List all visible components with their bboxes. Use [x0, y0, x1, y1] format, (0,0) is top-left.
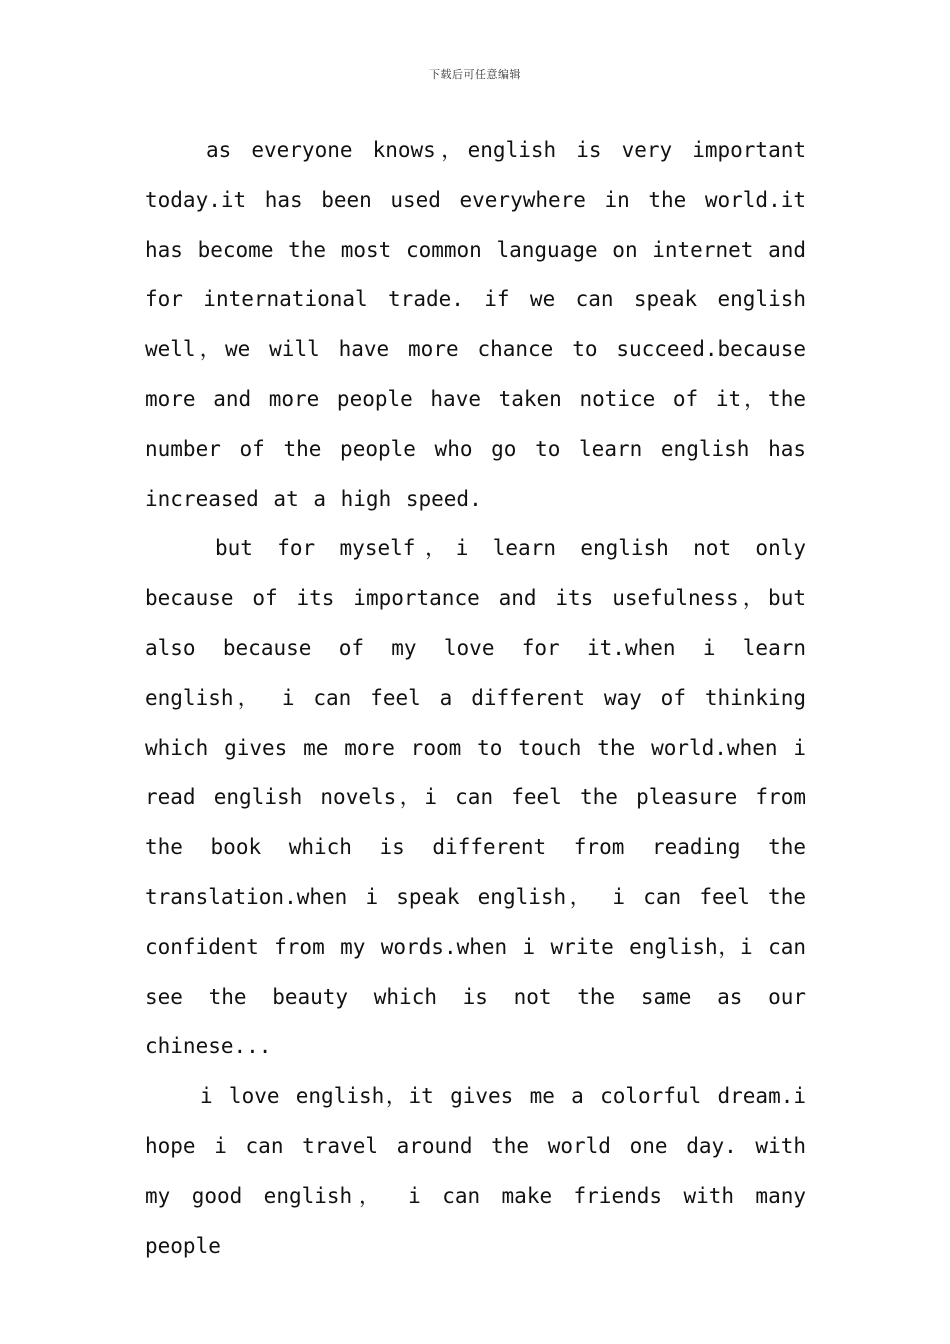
paragraph-3: i love english，it gives me a colorful dream.i hope i can travel around the world one day. with my good english， i can make friends with many people — [145, 1084, 806, 1258]
paragraph-2: but for myself，i learn english not only because of its importance and its usefulness，but also because of my love for it.when i learn english， i can feel a different way of thinking which gives me more room to touch the world.when i read english novels，i can feel the pleasure from the book which is different from reading the translation.when i speak english， i can feel the confident from my words.when i write english，i can see the beauty which is not the same as our chinese... — [145, 536, 806, 1059]
page-header: 下载后可任意编辑 — [429, 68, 521, 81]
document-body — [145, 126, 806, 1271]
paragraph-1: as everyone knows，english is very important today.it has been used everywhere in the world.it has become the most common language on internet and for international trade. if we can speak english well，we will have more chance to succeed.because more and more people have taken notice of it，the number of the people who go to learn english has increased at a high speed. — [145, 138, 806, 511]
